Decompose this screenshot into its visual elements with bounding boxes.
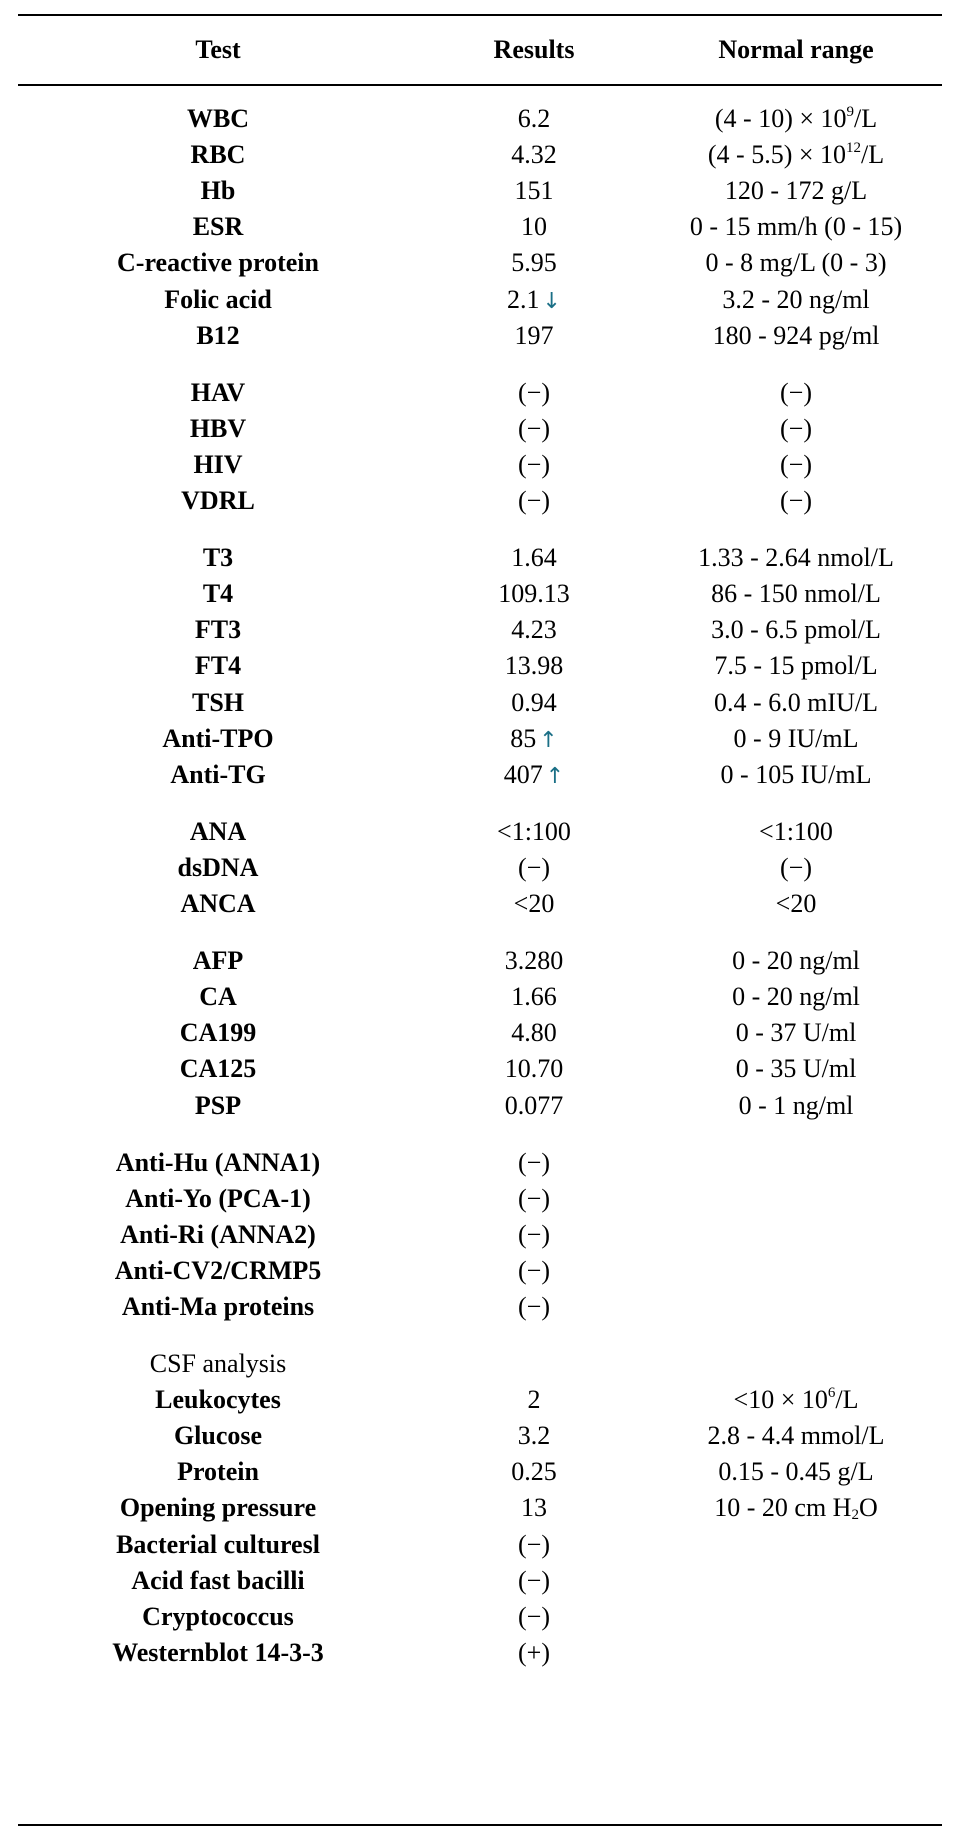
table-row (18, 1562, 942, 1599)
table-row (18, 172, 942, 209)
range-segment: 0 - 15 mm/h (0 - 15) (689, 212, 903, 241)
table-row (18, 1381, 942, 1418)
normal-range (650, 1252, 942, 1289)
normal-range (650, 885, 942, 922)
table-row (18, 410, 942, 447)
arrow-up-icon: ↑ (539, 728, 558, 753)
normal-range (650, 684, 942, 721)
test-name: RBC (190, 140, 246, 169)
result-text: 3.2 (517, 1421, 551, 1450)
result-value (418, 756, 650, 793)
result-text: (+) (518, 1638, 550, 1667)
result-text: 0.077 (504, 1091, 564, 1120)
table-row (18, 136, 942, 173)
range-segment: (−) (780, 378, 812, 407)
range-segment: 1.33 - 2.64 nmol/L (698, 543, 894, 572)
range-segment: 12 (846, 140, 862, 156)
range-segment: 7.5 - 15 pmol/L (714, 651, 878, 680)
result-text: (−) (518, 1292, 550, 1321)
normal-range (650, 1180, 942, 1217)
test-name: Protein (177, 1457, 259, 1486)
normal-range (650, 1014, 942, 1051)
test-name: T3 (202, 543, 234, 572)
test-name: Bacterial culturesl (116, 1530, 320, 1559)
result-value (418, 1180, 650, 1217)
result-text: (−) (518, 378, 550, 407)
result-value (418, 136, 650, 173)
test-name: Anti-Ma proteins (121, 1292, 315, 1321)
result-value (418, 172, 650, 209)
range-segment: 0 - 37 U/ml (735, 1018, 857, 1047)
table-row (18, 244, 942, 281)
result-text: (−) (518, 1256, 550, 1285)
range-segment: 0 - 20 ng/ml (732, 982, 860, 1011)
test-name: ANCA (180, 889, 256, 918)
test-name: Anti-Yo (PCA-1) (125, 1184, 311, 1213)
range-segment: 0 - 35 U/ml (735, 1054, 857, 1083)
result-value (418, 611, 650, 648)
table-row (18, 720, 942, 757)
result-text: 2 (527, 1385, 541, 1414)
header-results: Results (493, 35, 575, 64)
normal-range (650, 1417, 942, 1454)
result-text: (−) (518, 450, 550, 479)
range-segment: (−) (780, 414, 812, 443)
normal-range (650, 575, 942, 612)
result-value (418, 1562, 650, 1599)
result-text: <1:100 (497, 817, 571, 846)
table-row (18, 849, 942, 886)
result-value (418, 1252, 650, 1289)
table-row (18, 1598, 942, 1635)
table-row (18, 1014, 942, 1051)
range-segment: O (858, 1493, 878, 1522)
normal-range (650, 281, 942, 318)
test-name: Hb (200, 176, 236, 205)
range-segment: 2.8 - 4.4 mmol/L (707, 1421, 885, 1450)
normal-range (650, 172, 942, 209)
arrow-up-icon: ↑ (545, 764, 565, 789)
result-value (418, 317, 650, 354)
test-name: dsDNA (177, 853, 259, 882)
test-name: VDRL (181, 486, 255, 515)
test-name: Leukocytes (155, 1385, 281, 1414)
result-value (418, 885, 650, 922)
normal-range (650, 1489, 942, 1526)
test-name: PSP (194, 1091, 242, 1120)
result-value (418, 1453, 650, 1490)
test-name: B12 (196, 321, 240, 350)
test-name: C-reactive protein (117, 248, 319, 277)
result-text: (−) (518, 1184, 550, 1213)
test-name: Westernblot 14-3-3 (112, 1638, 324, 1667)
test-name: AFP (192, 946, 244, 975)
result-value (418, 1526, 650, 1563)
normal-range (650, 136, 942, 173)
normal-range (650, 1634, 942, 1671)
test-name: CA199 (179, 1018, 257, 1047)
range-segment: 6 (827, 1385, 836, 1401)
normal-range (650, 1216, 942, 1253)
test-name: FT3 (194, 615, 242, 644)
range-segment: /L (861, 140, 885, 169)
table-row (18, 684, 942, 721)
test-name: HBV (189, 414, 247, 443)
result-value (418, 1634, 650, 1671)
table-row (18, 1180, 942, 1217)
result-value (418, 244, 650, 281)
result-value (418, 575, 650, 612)
test-name: ANA (189, 817, 247, 846)
header-normal-range: Normal range (718, 35, 874, 64)
table-row (18, 374, 942, 411)
result-value (418, 1288, 650, 1325)
range-segment: (4 - 10) × 10 (714, 104, 847, 133)
result-value (418, 849, 650, 886)
range-segment: <1:100 (759, 817, 833, 846)
range-segment: 0 - 105 IU/mL (720, 760, 872, 789)
result-text: (−) (518, 853, 550, 882)
header-test: Test (195, 35, 241, 64)
table-row (18, 317, 942, 354)
result-value (418, 1050, 650, 1087)
normal-range (650, 1381, 942, 1418)
table-row (18, 281, 942, 318)
test-name: T4 (202, 579, 234, 608)
normal-range (650, 539, 942, 576)
result-value (418, 1381, 650, 1418)
range-segment: (−) (780, 486, 812, 515)
table-row (18, 482, 942, 519)
table-row (18, 1417, 942, 1454)
result-value (418, 281, 650, 318)
normal-range (650, 446, 942, 483)
test-name: Anti-CV2/CRMP5 (114, 1256, 322, 1285)
result-text: 1.66 (511, 982, 557, 1011)
result-text: (−) (518, 1530, 550, 1559)
normal-range (650, 813, 942, 850)
test-name: Cryptococcus (142, 1602, 294, 1631)
normal-range (650, 208, 942, 245)
table-row (18, 575, 942, 612)
test-name: Acid fast bacilli (131, 1566, 305, 1595)
range-segment: 9 (846, 104, 855, 120)
result-text: 4.32 (511, 140, 557, 169)
normal-range (650, 647, 942, 684)
table-row (18, 1634, 942, 1671)
bottom-rule (18, 1824, 942, 1826)
result-value (418, 647, 650, 684)
result-value (418, 100, 650, 137)
range-segment: 120 - 172 g/L (724, 176, 868, 205)
normal-range (650, 100, 942, 137)
result-text: 407 (503, 760, 543, 789)
range-segment: 10 - 20 cm H (714, 1493, 852, 1522)
result-text: (−) (518, 1602, 550, 1631)
test-name: FT4 (194, 651, 242, 680)
test-name: Anti-Ri (ANNA2) (120, 1220, 316, 1249)
result-value (418, 1087, 650, 1124)
normal-range (650, 1288, 942, 1325)
range-segment: 3.2 - 20 ng/ml (722, 285, 870, 314)
normal-range (650, 611, 942, 648)
test-name: CA125 (179, 1054, 257, 1083)
table-row (18, 885, 942, 922)
table-row (18, 1453, 942, 1490)
range-segment: /L (854, 104, 878, 133)
normal-range (650, 374, 942, 411)
result-value (418, 684, 650, 721)
top-rule (18, 14, 942, 16)
normal-range (650, 1562, 942, 1599)
result-text: (−) (518, 1148, 550, 1177)
header-rule (18, 84, 942, 86)
result-value (418, 1598, 650, 1635)
normal-range (650, 1087, 942, 1124)
result-text: 3.280 (504, 946, 564, 975)
result-text: (−) (518, 1566, 550, 1595)
range-segment: (−) (780, 853, 812, 882)
table-row (18, 813, 942, 850)
result-text: (−) (518, 414, 550, 443)
table-row (18, 208, 942, 245)
table-row (18, 539, 942, 576)
normal-range (650, 1526, 942, 1563)
result-value (418, 1216, 650, 1253)
result-text: 85 (510, 724, 537, 753)
result-text: 151 (514, 176, 554, 205)
result-value (418, 813, 650, 850)
table-row (18, 1144, 942, 1181)
table-row (18, 647, 942, 684)
normal-range (650, 849, 942, 886)
table-row (18, 1252, 942, 1289)
range-segment: (−) (780, 450, 812, 479)
table-row (18, 978, 942, 1015)
result-value (418, 208, 650, 245)
result-text: 4.80 (511, 1018, 557, 1047)
range-segment: 86 - 150 nmol/L (711, 579, 881, 608)
result-value (418, 374, 650, 411)
normal-range (650, 720, 942, 757)
range-segment: 2 (851, 1507, 859, 1523)
result-text: (−) (518, 486, 550, 515)
table-row (18, 100, 942, 137)
result-value (418, 1489, 650, 1526)
test-name: Opening pressure (119, 1493, 317, 1522)
normal-range (650, 410, 942, 447)
result-value (418, 978, 650, 1015)
result-text: 0.25 (511, 1457, 557, 1486)
result-value (418, 539, 650, 576)
table-row (18, 1087, 942, 1124)
normal-range (650, 317, 942, 354)
result-text: 10.70 (504, 1054, 564, 1083)
result-value (418, 410, 650, 447)
range-segment: 0.15 - 0.45 g/L (718, 1457, 874, 1486)
range-segment: 0 - 8 mg/L (0 - 3) (705, 248, 887, 277)
range-segment: <20 (775, 889, 817, 918)
table-row (18, 1050, 942, 1087)
table-row (18, 446, 942, 483)
normal-range (650, 942, 942, 979)
test-name: HIV (193, 450, 243, 479)
result-text: 1.64 (511, 543, 557, 572)
result-value (418, 1144, 650, 1181)
result-text: 0.94 (511, 688, 557, 717)
result-text: 13 (521, 1493, 547, 1522)
table-row (18, 1489, 942, 1526)
result-text: 6.2 (517, 104, 551, 133)
result-text: <20 (513, 889, 555, 918)
range-segment: 0 - 1 ng/ml (738, 1091, 854, 1120)
range-segment: 3.0 - 6.5 pmol/L (711, 615, 881, 644)
result-value (418, 1014, 650, 1051)
result-value (418, 446, 650, 483)
result-text: 4.23 (511, 615, 557, 644)
normal-range (650, 1453, 942, 1490)
result-text: 5.95 (511, 248, 557, 277)
range-segment: 0.4 - 6.0 mIU/L (714, 688, 878, 717)
test-name: HAV (190, 378, 246, 407)
test-name: Anti-TPO (162, 724, 274, 753)
normal-range (650, 244, 942, 281)
range-segment: 180 - 924 pg/ml (712, 321, 880, 350)
normal-range (650, 1598, 942, 1635)
result-text: 2.1 (507, 285, 540, 314)
result-text: 10 (521, 212, 547, 241)
result-text: 13.98 (504, 651, 564, 680)
result-value (418, 942, 650, 979)
table-row (18, 942, 942, 979)
range-segment: /L (835, 1385, 859, 1414)
range-segment: 0 - 20 ng/ml (732, 946, 860, 975)
test-name: ESR (192, 212, 244, 241)
table-row (18, 1345, 942, 1382)
range-segment: (4 - 5.5) × 10 (707, 140, 847, 169)
range-segment: 0 - 9 IU/mL (733, 724, 859, 753)
arrow-down-icon: ↓ (542, 289, 561, 314)
normal-range (650, 1345, 942, 1382)
test-name: CSF analysis (149, 1349, 287, 1378)
table-row (18, 1288, 942, 1325)
test-name: Anti-Hu (ANNA1) (115, 1148, 321, 1177)
test-name: Anti-TG (170, 760, 266, 789)
table-row (18, 1216, 942, 1253)
test-name: Folic acid (164, 285, 272, 314)
test-name: CA (199, 982, 237, 1011)
result-value (418, 1417, 650, 1454)
result-text: 197 (514, 321, 554, 350)
normal-range (650, 1144, 942, 1181)
test-name: Glucose (173, 1421, 263, 1450)
table-row (18, 1526, 942, 1563)
table-row (18, 756, 942, 793)
normal-range (650, 756, 942, 793)
table-row (18, 611, 942, 648)
normal-range (650, 1050, 942, 1087)
result-value (418, 720, 650, 757)
result-value (418, 482, 650, 519)
result-text: (−) (518, 1220, 550, 1249)
test-name: WBC (186, 104, 250, 133)
result-text: 109.13 (498, 579, 570, 608)
test-name: TSH (191, 688, 245, 717)
normal-range (650, 978, 942, 1015)
range-segment: <10 × 10 (733, 1385, 828, 1414)
result-value (418, 1345, 650, 1382)
normal-range (650, 482, 942, 519)
